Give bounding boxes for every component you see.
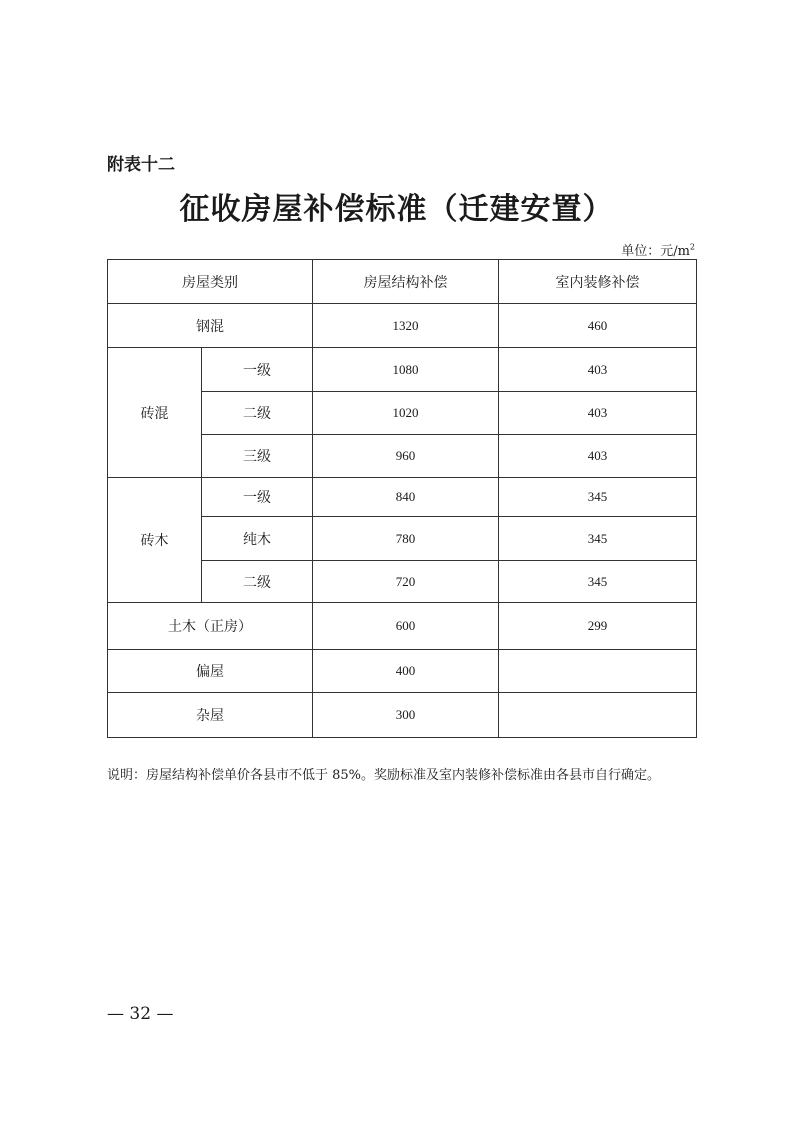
subcategory-cell: 二级 — [202, 392, 313, 435]
header-structure: 房屋结构补偿 — [313, 260, 499, 304]
table-row — [108, 603, 697, 650]
structure-cell: 960 — [313, 435, 499, 478]
decoration-cell: 460 — [499, 304, 697, 348]
table-row — [108, 478, 697, 517]
category-cell: 钢混 — [108, 304, 313, 348]
page-number: — 32 — — [107, 1004, 174, 1024]
decoration-cell — [499, 650, 697, 693]
structure-cell: 780 — [313, 517, 499, 561]
subcategory-cell: 纯木 — [202, 517, 313, 561]
table-row — [108, 304, 697, 348]
category-cell: 偏屋 — [108, 650, 313, 693]
unit-label — [621, 240, 695, 259]
unit-superscript: 2 — [689, 242, 695, 252]
decoration-cell: 299 — [499, 603, 697, 650]
table-header-row — [108, 260, 697, 304]
structure-cell: 1020 — [313, 392, 499, 435]
structure-cell: 300 — [313, 693, 499, 738]
decoration-cell: 345 — [499, 478, 697, 517]
category-cell: 杂屋 — [108, 693, 313, 738]
table-row — [108, 348, 697, 392]
header-category: 房屋类别 — [108, 260, 313, 304]
structure-cell: 720 — [313, 561, 499, 603]
decoration-cell: 345 — [499, 517, 697, 561]
subcategory-cell: 一级 — [202, 348, 313, 392]
appendix-label: 附表十二 — [107, 155, 175, 175]
subcategory-cell: 三级 — [202, 435, 313, 478]
decoration-cell: 345 — [499, 561, 697, 603]
structure-cell: 600 — [313, 603, 499, 650]
compensation-table — [107, 259, 697, 738]
decoration-cell: 403 — [499, 348, 697, 392]
structure-cell: 400 — [313, 650, 499, 693]
table-row — [108, 650, 697, 693]
unit-prefix: 单位：元/m — [621, 244, 690, 259]
document-title: 征收房屋补偿标准（迁建安置） — [179, 192, 614, 227]
category-cell: 砖木 — [108, 478, 202, 603]
table-note: 说明：房屋结构补偿单价各县市不低于 85%。奖励标准及室内装修补偿标准由各县市自行确定。 — [107, 768, 661, 783]
subcategory-cell: 二级 — [202, 561, 313, 603]
decoration-cell: 403 — [499, 435, 697, 478]
category-cell: 砖混 — [108, 348, 202, 478]
header-decoration: 室内装修补偿 — [499, 260, 697, 304]
structure-cell: 1080 — [313, 348, 499, 392]
category-cell: 土木（正房） — [108, 603, 313, 650]
decoration-cell — [499, 693, 697, 738]
structure-cell: 840 — [313, 478, 499, 517]
subcategory-cell: 一级 — [202, 478, 313, 517]
decoration-cell: 403 — [499, 392, 697, 435]
structure-cell: 1320 — [313, 304, 499, 348]
table-row — [108, 693, 697, 738]
